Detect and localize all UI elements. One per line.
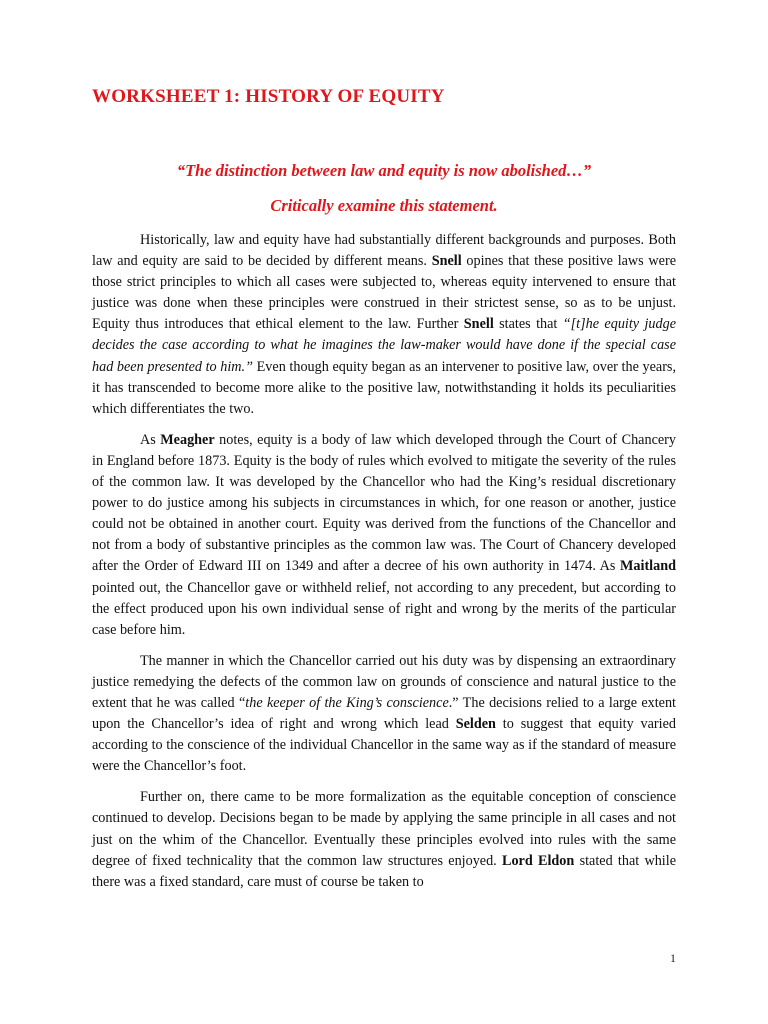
author-name: Snell xyxy=(463,316,494,333)
text-run: pointed out, the Chancellor gave or withheld relief, not according to any precedent, but according to the effect produced upon his own individual sense of right and wrong by the merits of the particular case before him. xyxy=(92,579,676,638)
text-run: stated that while there was a fixed standard, care must of course be taken to xyxy=(92,852,676,890)
essay-body xyxy=(92,230,676,903)
italic-quote: “[t]he equity judge decides the case according to what he imagines the law-maker would have done if the special case had been presented to him.” xyxy=(92,316,677,375)
paragraph-2 xyxy=(92,430,676,641)
quoted-statement: “The distinction between law and equity is now abolished…” xyxy=(176,161,592,180)
text-run: opines that these positive laws were those strict principles to which all cases were subjected to, whereas equity intervened to ensure that justice was done when these principles were construed in their strictest sense, so as to be unjust. Equity thus introduces that ethical element to the law. Further xyxy=(92,253,676,333)
text-run: states that xyxy=(493,316,563,333)
text-run: The manner in which the Chancellor carried out his duty was by dispensing an extraordinary justice remedying the defects of the common law on grounds of conscience and natural justice to the extent that he was called “ xyxy=(92,652,676,711)
paragraph-4 xyxy=(92,787,676,892)
author-name: Maitland xyxy=(620,558,676,575)
paragraph-1 xyxy=(92,230,676,420)
worksheet-title: WORKSHEET 1: HISTORY OF EQUITY xyxy=(92,86,445,107)
paragraph-3 xyxy=(92,651,676,778)
author-name: Snell xyxy=(431,253,462,270)
author-name: Lord Eldon xyxy=(502,852,575,869)
author-name: Meagher xyxy=(160,431,215,448)
text-run: As xyxy=(140,431,161,448)
text-run: notes, equity is a body of law which developed through the Court of Chancery in England before 1873. Equity is the body of rules which evolved to mitigate the severity of the rules of the common law. It was developed by the Chancellor who had the King’s residual discretionary power to do justice among his subjects in circumstances in which, for one reason or another, justice could not be obtained in another court. Equity was derived from the functions of the Chancellor and not from a body of substantive principles as the common law was. The Court of Chancery developed after the Order of Edward III on 1349 and after a decree of his own authority in 1474. As xyxy=(92,431,676,575)
text-run: .” The decisions relied to a large extent upon the Chancellor’s idea of right and wrong which lead xyxy=(92,694,676,733)
text-run: Historically, law and equity have had substantially different backgrounds and purposes. Both law and equity are said to be decided by different means. xyxy=(92,232,676,270)
page-number: 1 xyxy=(670,951,676,965)
text-run: Even though equity began as an intervener to positive law, over the years, it has transcended to become more alike to the positive law, notwithstanding it holds its peculiarities which differentiates the two. xyxy=(92,358,676,417)
essay-prompt: Critically examine this statement. xyxy=(270,196,498,215)
text-run: to suggest that equity varied according to the conscience of the individual Chancellor in the same way as if the standard of measure were the Chancellor’s foot. xyxy=(92,716,676,775)
text-run: Further on, there came to be more formalization as the equitable conception of conscience continued to develop. Decisions began to be made by applying the same principle in all cases and not just on the whim of the Chancellor. Eventually these principles evolved into rules with the same degree of fixed technicality that the common law structures enjoyed. xyxy=(92,789,676,869)
italic-quote: the keeper of the King’s conscience xyxy=(245,694,449,711)
author-name: Selden xyxy=(455,716,496,733)
